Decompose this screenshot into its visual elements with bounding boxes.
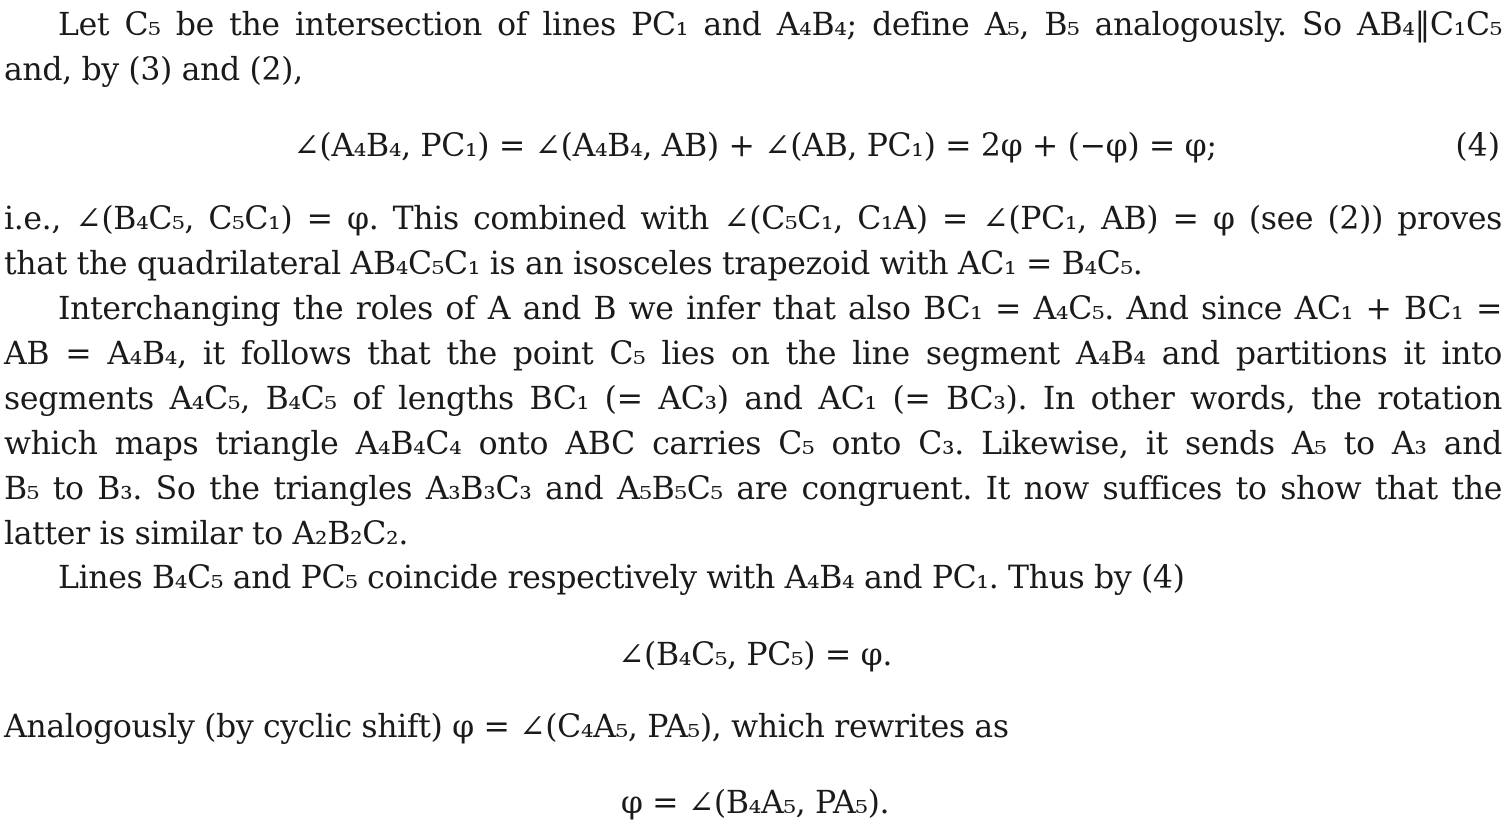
equation-4: ∠(A₄B₄, PC₁) = ∠(A₄B₄, AB) + ∠(AB, PC₁) = 2φ + (−φ) = φ; [293,128,1217,164]
paragraph-3-line-4: which maps triangle A₄B₄C₄ onto ABC carries C₅ onto C₃. Likewise, it sends A₅ to A₃ and [4,426,1502,462]
paragraph-1-line-1: Let C₅ be the intersection of lines PC₁ and A₄B₄; define A₅, B₅ analogously. So AB₄‖C₁C₅ [58,7,1502,43]
paragraph-4-line-1: Lines B₄C₅ and PC₅ coincide respectively with A₄B₄ and PC₁. Thus by (4) [58,560,1185,596]
paragraph-2-line-2: that the quadrilateral AB₄C₅C₁ is an isosceles trapezoid with AC₁ = B₄C₅. [4,246,1143,282]
paragraph-3-line-1: Interchanging the roles of A and B we infer that also BC₁ = A₄C₅. And since AC₁ + BC₁ = [58,291,1502,327]
paragraph-3-line-6: latter is similar to A₂B₂C₂. [4,516,408,552]
paragraph-1-line-2: and, by (3) and (2), [4,52,303,88]
paragraph-3-line-3: segments A₄C₅, B₄C₅ of lengths BC₁ (= AC₃) and AC₁ (= BC₃). In other words, the rotation [4,381,1502,417]
paragraph-3-line-2: AB = A₄B₄, it follows that the point C₅ lies on the line segment A₄B₄ and partitions it into [4,336,1502,372]
display-equation-1: ∠(B₄C₅, PC₅) = φ. [618,637,892,673]
paragraph-3-line-5: B₅ to B₃. So the triangles A₃B₃C₃ and A₅B₅C₅ are congruent. It now suffices to show that the [4,471,1502,507]
display-equation-2: φ = ∠(B₄A₅, PA₅). [620,785,890,821]
equation-4-number: (4) [1455,128,1500,164]
paragraph-2-line-1: i.e., ∠(B₄C₅, C₅C₁) = φ. This combined with ∠(C₅C₁, C₁A) = ∠(PC₁, AB) = φ (see (2)) proves [4,201,1502,237]
paragraph-5-line-1: Analogously (by cyclic shift) φ = ∠(C₄A₅, PA₅), which rewrites as [4,709,1009,745]
